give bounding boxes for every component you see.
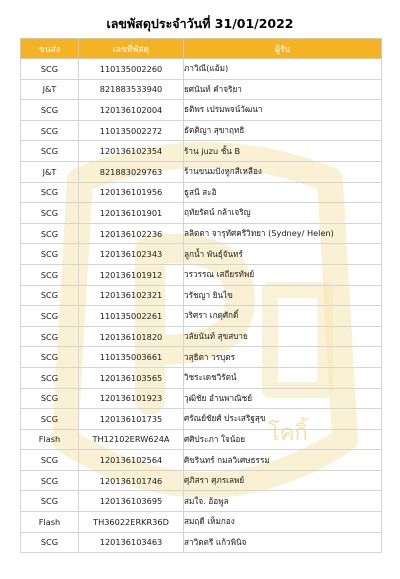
- tracking-number-cell: 120136102343: [79, 244, 184, 265]
- tracking-number-cell: 120136101901: [79, 203, 184, 224]
- carrier-cell: SCG: [21, 141, 79, 162]
- tracking-number-cell: TH12102ERW624A: [79, 429, 184, 450]
- recipient-cell: ธัตติญา สุขาฤทธิ: [184, 120, 382, 141]
- table-row: [21, 450, 382, 471]
- table-row: [21, 429, 382, 450]
- recipient-cell: วสุธิดา วรบุตร: [184, 347, 382, 368]
- carrier-cell: SCG: [21, 367, 79, 388]
- carrier-cell: SCG: [21, 100, 79, 121]
- carrier-cell: J&T: [21, 161, 79, 182]
- recipient-cell: ศศิประภา ใจน้อย: [184, 429, 382, 450]
- carrier-cell: SCG: [21, 470, 79, 491]
- table-row: [21, 512, 382, 533]
- table-row: [21, 306, 382, 327]
- recipient-cell: ร้านขนมปังหูกสีเหลือง: [184, 161, 382, 182]
- carrier-cell: SCG: [21, 409, 79, 430]
- recipient-cell: ธติพร เปรมพจน์วัฒนา: [184, 100, 382, 121]
- carrier-cell: SCG: [21, 182, 79, 203]
- recipient-cell: วรวรรณ เสถียรทัพย์: [184, 264, 382, 285]
- table-row: [21, 326, 382, 347]
- tracking-number-cell: 110135002261: [79, 306, 184, 327]
- recipient-cell: วริศรา เกตุศักดิ์: [184, 306, 382, 327]
- carrier-cell: SCG: [21, 285, 79, 306]
- table-row: [21, 100, 382, 121]
- carrier-cell: SCG: [21, 264, 79, 285]
- recipient-cell: สาวิตตรี แก้วพินิจ: [184, 532, 382, 553]
- tracking-number-cell: 120136103565: [79, 367, 184, 388]
- tracking-number-cell: 120136102354: [79, 141, 184, 162]
- recipient-cell: วิชระเดชวิรัตน์: [184, 367, 382, 388]
- carrier-cell: SCG: [21, 326, 79, 347]
- carrier-cell: J&T: [21, 79, 79, 100]
- tracking-number-cell: TH36022ERKR36D: [79, 512, 184, 533]
- carrier-cell: Flash: [21, 512, 79, 533]
- table-row: [21, 367, 382, 388]
- tracking-number-cell: 120136102321: [79, 285, 184, 306]
- tracking-number-cell: 821883533940: [79, 79, 184, 100]
- tracking-number-cell: 110135003661: [79, 347, 184, 368]
- tracking-number-cell: 120136101820: [79, 326, 184, 347]
- carrier-cell: SCG: [21, 532, 79, 553]
- header-carrier: ขนส่ง: [21, 39, 79, 59]
- table-row: [21, 120, 382, 141]
- carrier-cell: SCG: [21, 388, 79, 409]
- table-row: [21, 470, 382, 491]
- recipient-cell: ศุภิสรา ศุภรเลพย์: [184, 470, 382, 491]
- table-row: [21, 161, 382, 182]
- table-row: [21, 223, 382, 244]
- tracking-number-cell: 120136101735: [79, 409, 184, 430]
- parcel-table: [20, 38, 382, 553]
- table-row: [21, 409, 382, 430]
- header-recipient: ผู้รับ: [184, 39, 382, 59]
- table-header-row: [21, 39, 382, 59]
- tracking-number-cell: 120136103695: [79, 491, 184, 512]
- tracking-number-cell: 110135002272: [79, 120, 184, 141]
- tracking-number-cell: 120136101912: [79, 264, 184, 285]
- page-title: เลขพัสดุประจำวันที่ 31/01/2022: [106, 16, 294, 31]
- table-row: [21, 59, 382, 80]
- tracking-number-cell: 120136101746: [79, 470, 184, 491]
- carrier-cell: SCG: [21, 203, 79, 224]
- table-row: [21, 491, 382, 512]
- recipient-cell: ภาวิณี(แอ้ม): [184, 59, 382, 80]
- recipient-cell: วลัยนันท์ สุขสบาย: [184, 326, 382, 347]
- recipient-cell: สมใจ. อ้อพูล: [184, 491, 382, 512]
- table-row: [21, 532, 382, 553]
- recipient-cell: ฤทัยรัตน์ กล้าเจริญ: [184, 203, 382, 224]
- recipient-cell: ลลิตตา จารุทัศครีวิทยา (Sydney/ Helen): [184, 223, 382, 244]
- recipient-cell: ยศนันท์ คำจริยา: [184, 79, 382, 100]
- table-row: [21, 141, 382, 162]
- recipient-cell: สมฤดี เห็มกอง: [184, 512, 382, 533]
- tracking-number-cell: 120136102564: [79, 450, 184, 471]
- table-row: [21, 264, 382, 285]
- carrier-cell: SCG: [21, 244, 79, 265]
- tracking-number-cell: 110135002260: [79, 59, 184, 80]
- table-row: [21, 388, 382, 409]
- carrier-cell: SCG: [21, 450, 79, 471]
- tracking-number-cell: 120136101923: [79, 388, 184, 409]
- tracking-number-cell: 120136102236: [79, 223, 184, 244]
- tracking-number-cell: 120136103463: [79, 532, 184, 553]
- carrier-cell: Flash: [21, 429, 79, 450]
- carrier-cell: SCG: [21, 306, 79, 327]
- watermark-text: โคกิ้: [268, 421, 308, 446]
- table-row: [21, 285, 382, 306]
- tracking-number-cell: 120136102004: [79, 100, 184, 121]
- tracking-number-cell: 821883029763: [79, 161, 184, 182]
- carrier-cell: SCG: [21, 347, 79, 368]
- recipient-cell: ลูกน้ำ พันธุ์จันทร์: [184, 244, 382, 265]
- table-row: [21, 182, 382, 203]
- carrier-cell: SCG: [21, 491, 79, 512]
- recipient-cell: ร้าน juzu ชั้น B: [184, 141, 382, 162]
- header-tracking-number: เลขที่พัสดุ: [79, 39, 184, 59]
- table-row: [21, 79, 382, 100]
- recipient-cell: ศิขรินทร์ กมลวิเศษธรรม: [184, 450, 382, 471]
- table-row: [21, 203, 382, 224]
- table-row: [21, 244, 382, 265]
- recipient-cell: ธูสนี สะอิ: [184, 182, 382, 203]
- recipient-cell: ศรัณย์ชัยศ์ ประเสริฐสุข: [184, 409, 382, 430]
- tracking-number-cell: 120136101956: [79, 182, 184, 203]
- recipient-cell: วรัชญา ยินไข: [184, 285, 382, 306]
- carrier-cell: SCG: [21, 120, 79, 141]
- table-row: [21, 347, 382, 368]
- carrier-cell: SCG: [21, 223, 79, 244]
- carrier-cell: SCG: [21, 59, 79, 80]
- recipient-cell: วุฒิชัย อำนพาณิชย์: [184, 388, 382, 409]
